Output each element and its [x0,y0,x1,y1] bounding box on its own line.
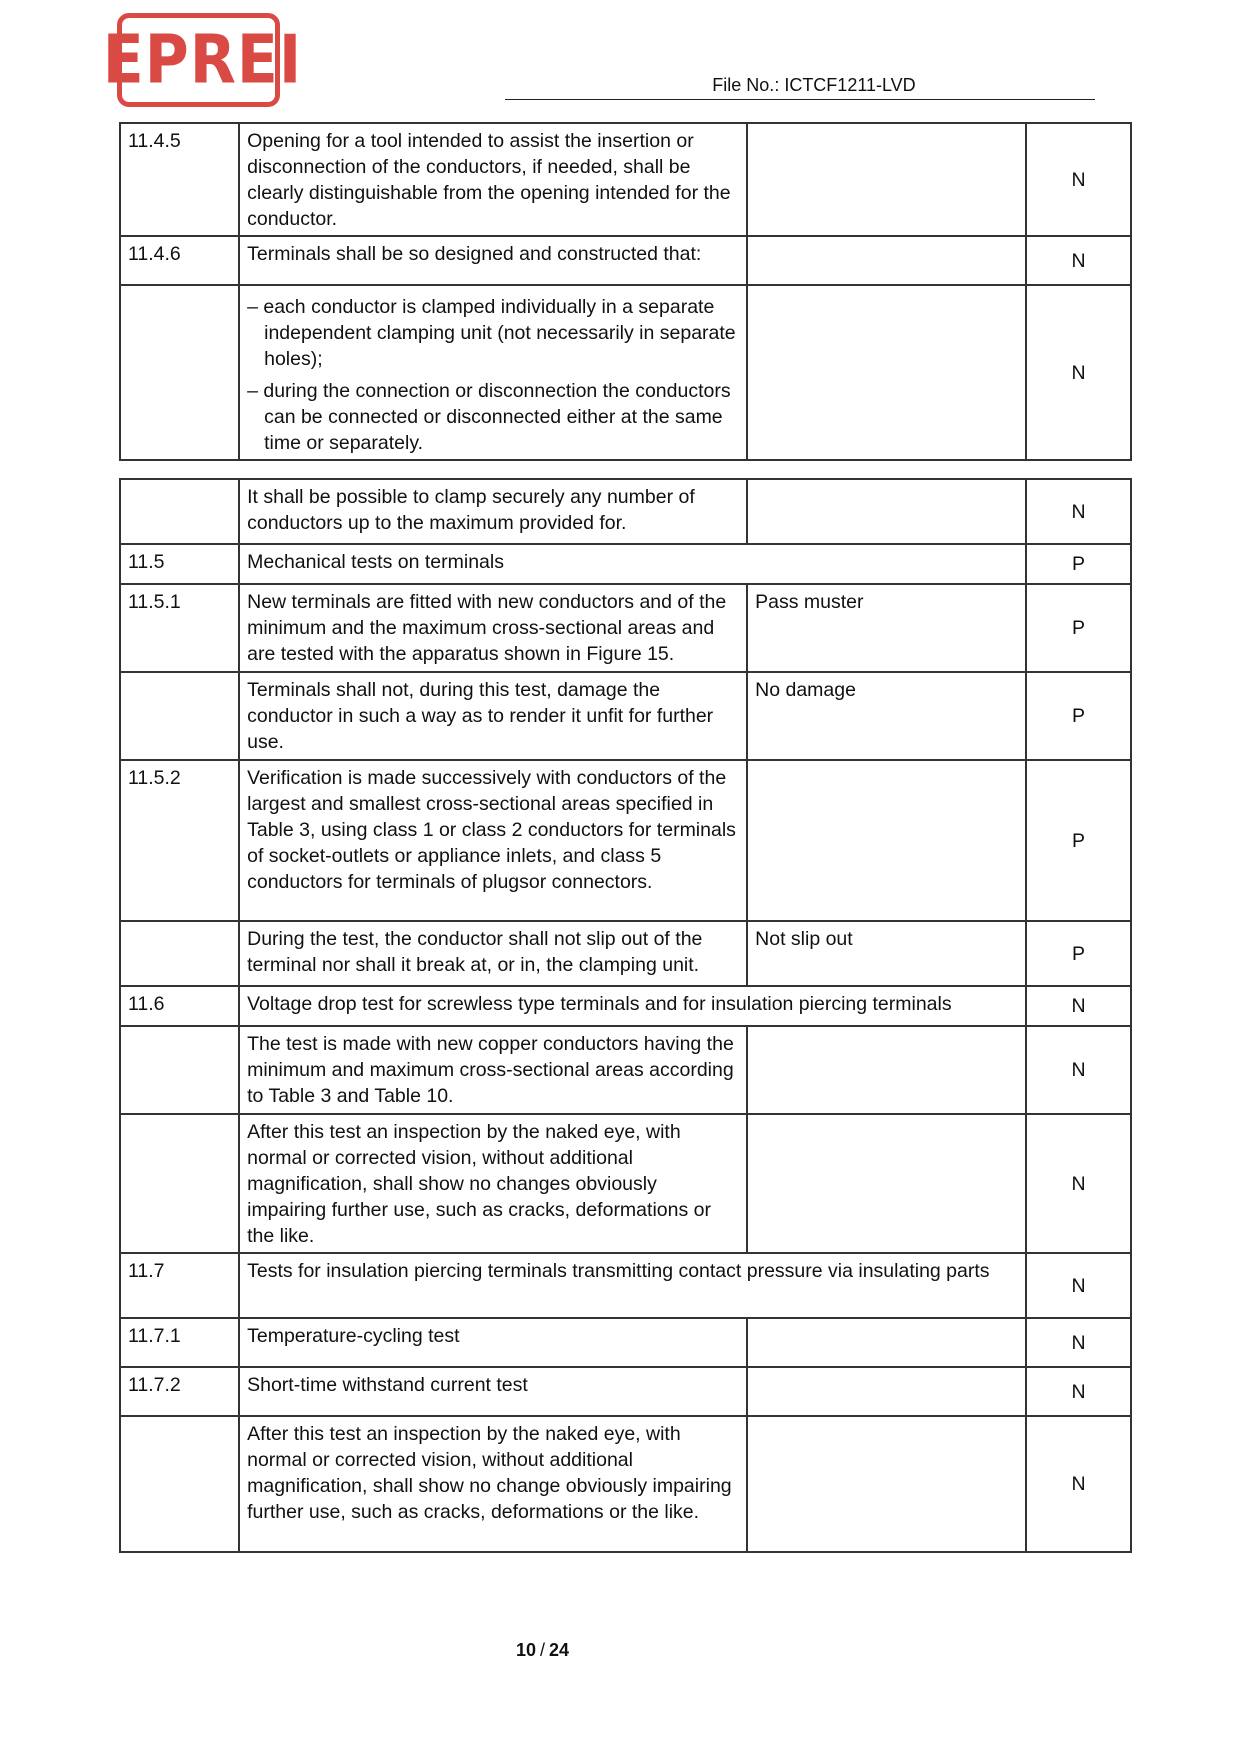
verdict: N [1026,1367,1131,1416]
verdict: P [1026,921,1131,986]
requirement-text: After this test an inspection by the naked eye, with normal or corrected vision, without additional magnification, shall show no changes obviously impairing further use, such as cracks, deformations or the like. [239,1114,747,1253]
requirement-text [239,285,747,460]
result-remark [747,1114,1026,1253]
table-row [120,1416,1131,1552]
verdict: P [1026,672,1131,760]
logo-text: EPREI [102,20,303,100]
verdict: N [1026,1318,1131,1367]
table-row [120,123,1131,236]
table-row [120,986,1131,1026]
clause-number [120,672,239,760]
table-row [120,1026,1131,1114]
requirement-text: Short-time withstand current test [239,1367,747,1416]
table-row [120,1367,1131,1416]
verdict: N [1026,1253,1131,1318]
requirement-text: During the test, the conductor shall not slip out of the terminal nor shall it break at, or in, the clamping unit. [239,921,747,986]
clause-number [120,479,239,544]
page-current: 10 [515,1640,536,1660]
clause-number: 11.4.6 [120,236,239,285]
verdict: N [1026,479,1131,544]
clause-number: 11.4.5 [120,123,239,236]
clause-number [120,1114,239,1253]
result-remark [747,1367,1026,1416]
clause-number: 11.5 [120,544,239,584]
requirement-text: Terminals shall not, during this test, damage the conductor in such a way as to render it unfit for further use. [239,672,747,760]
verdict: P [1026,584,1131,672]
requirement-bullet: – during the connection or disconnection the conductors can be connected or disconnected either at the same time or separately. [247,380,731,454]
requirement-text: The test is made with new copper conductors having the minimum and maximum cross-sectional areas according to Table 3 and Table 10. [239,1026,747,1114]
table-row [120,1318,1131,1367]
requirement-text: After this test an inspection by the naked eye, with normal or corrected vision, without additional magnification, shall show no change obviously impairing further use, such as cracks, deformations or the like. [239,1416,747,1552]
result-remark [747,479,1026,544]
requirement-text: It shall be possible to clamp securely any number of conductors up to the maximum provided for. [239,479,747,544]
result-remark [747,123,1026,236]
requirement-bullet: – each conductor is clamped individually in a separate independent clamping unit (not necessarily in separate holes); [247,296,736,370]
verdict: N [1026,1026,1131,1114]
result-remark [747,1416,1026,1552]
requirement-text: Mechanical tests on terminals [239,544,1026,584]
requirement-text: Verification is made successively with conductors of the largest and smallest cross-sectional areas specified in Table 3, using class 1 or class 2 conductors for terminals of socket-outlets or appliance inlets, and class 5 conductors for terminals of plugsor connectors. [239,760,747,921]
clause-number [120,1416,239,1552]
verdict: P [1026,760,1131,921]
requirement-text: Temperature-cycling test [239,1318,747,1367]
clause-number [120,921,239,986]
table-row [120,285,1131,460]
table-row [120,1253,1131,1318]
clause-number [120,285,239,460]
result-remark [747,1026,1026,1114]
result-remark: Pass muster [747,584,1026,672]
clause-number: 11.7.1 [120,1318,239,1367]
page-number [0,1640,1085,1661]
eprei-logo [102,13,303,107]
table-row [120,544,1131,584]
verdict: N [1026,1114,1131,1253]
result-remark [747,285,1026,460]
result-remark [747,760,1026,921]
requirement-text: New terminals are fitted with new conductors and of the minimum and the maximum cross-sectional areas and are tested with the apparatus shown in Figure 15. [239,584,747,672]
result-remark: Not slip out [747,921,1026,986]
page-separator: / [539,1640,545,1660]
table-row [120,236,1131,285]
result-remark: No damage [747,672,1026,760]
clause-number: 11.6 [120,986,239,1026]
verdict: N [1026,285,1131,460]
result-remark [747,236,1026,285]
result-remark [747,1318,1026,1367]
table-row [120,760,1131,921]
clause-number: 11.7.2 [120,1367,239,1416]
verdict: P [1026,544,1131,584]
table-row [120,1114,1131,1253]
table-row [120,672,1131,760]
table-row [120,584,1131,672]
verdict: N [1026,986,1131,1026]
clause-number: 11.5.1 [120,584,239,672]
clause-table-2 [119,478,1132,1553]
verdict: N [1026,1416,1131,1552]
requirement-text: Tests for insulation piercing terminals transmitting contact pressure via insulating parts [239,1253,1026,1318]
file-number: File No.: ICTCF1211-LVD [712,75,916,95]
clause-number [120,1026,239,1114]
verdict: N [1026,236,1131,285]
file-number-header [505,74,1095,100]
requirement-text: Opening for a tool intended to assist the insertion or disconnection of the conductors, if needed, shall be clearly distinguishable from the opening intended for the conductor. [239,123,747,236]
clause-table-1 [119,122,1132,461]
table-row [120,921,1131,986]
clause-number: 11.5.2 [120,760,239,921]
clause-number: 11.7 [120,1253,239,1318]
requirement-text: Terminals shall be so designed and constructed that: [239,236,747,285]
requirement-text: Voltage drop test for screwless type terminals and for insulation piercing terminals [239,986,1026,1026]
table-row [120,479,1131,544]
page-total: 24 [549,1640,570,1660]
verdict: N [1026,123,1131,236]
